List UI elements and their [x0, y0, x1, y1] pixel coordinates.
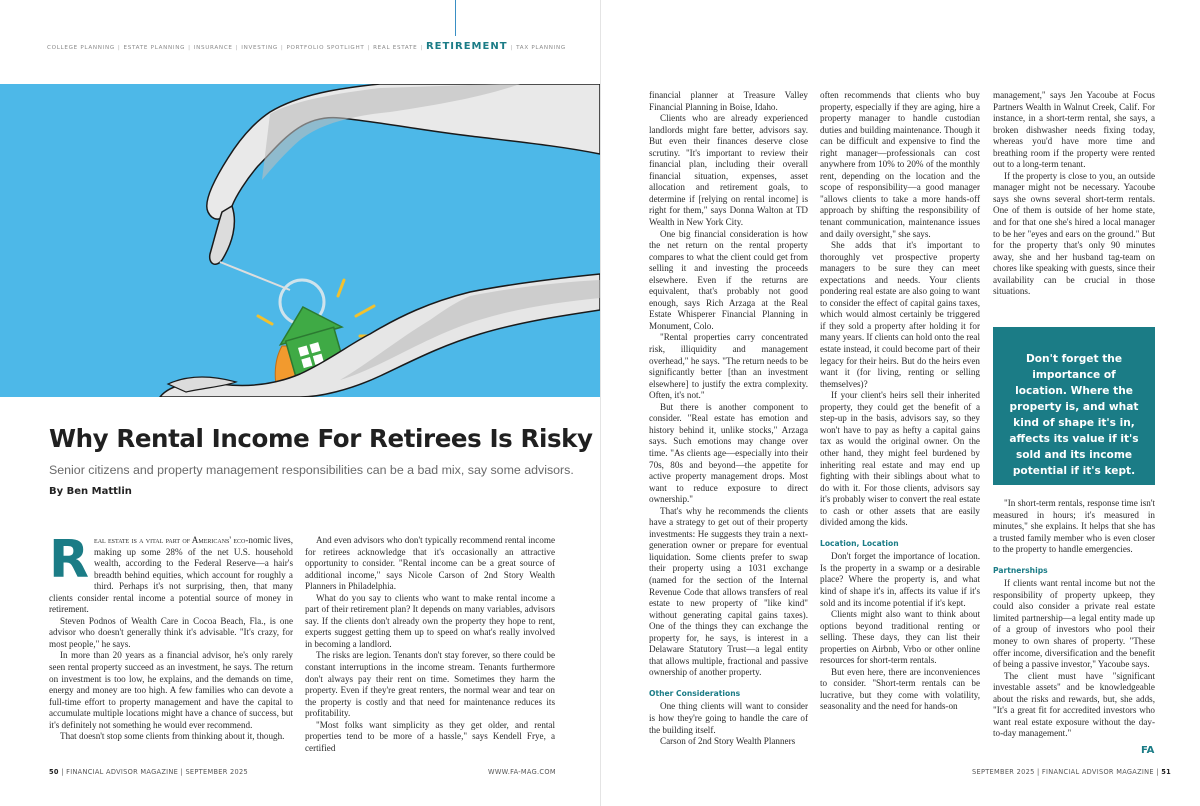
footer-right: SEPTEMBER 2025 | FINANCIAL ADVISOR MAGAZINE | 51	[972, 768, 1171, 776]
paragraph: One big financial consideration is how the net return on the rental property compares to what the client could get from selling it and investing the proceeds elsewhere. Even if the returns are equivalent, that's probably not good enough, says Rich Arzaga at the Real Estate Whisperer Financial Planning in Monument, Colo.	[649, 228, 808, 331]
article-column-3	[649, 90, 808, 748]
end-mark: FA	[1141, 745, 1155, 756]
paragraph: What do you say to clients who want to make rental income a part of their retirement plan? It depends on many variables, advisors say. If the clients don't already own the property they hope to rent, experts suggest getting them up to speed on what's really involved in becoming a landlord.	[305, 592, 555, 649]
paragraph: often recommends that clients who buy property, especially if they are aging, hire a property manager to handle custodian duties and building maintenance. Though it can be difficult and expensive to find the right manager—professionals can cost anywhere from 10% to 20% of the monthly rent, depending on the location and the scope of responsibility—a good manager "allows clients to take a more hands-off approach by shifting the responsibility of tenant communication, maintenance issues and daily oversight," she says.	[820, 90, 980, 239]
paragraph: "Most folks want simplicity as they get older, and rental properties tend to be more of a hassle," says Kendell Frye, a certified	[305, 719, 555, 753]
paragraph: financial planner at Treasure Valley Financial Planning in Boise, Idaho.	[649, 90, 808, 112]
lead-paragraph	[49, 530, 294, 616]
column-5-paragraphs-mid	[993, 498, 1155, 556]
column-1-paragraphs	[49, 616, 293, 743]
paragraph: She adds that it's important to thoroughly vet prospective property managers to be sure they can meet expectations and needs. Your clients pondering real estate are also going to want to consider the effect of capital gains taxes, which would almost certainly be triggered if they sold a property after holding it for many years. If clients can hold onto the real estate instead, it could become part of their legacy for their heirs. But do the heirs even want it (for living, renting or selling themselves)?	[820, 240, 980, 389]
column-3-paragraphs	[649, 90, 808, 679]
article-column-4	[820, 90, 980, 713]
section-link-investing[interactable]: INVESTING	[241, 45, 278, 51]
paragraph: Carson of 2nd Story Wealth Planners	[660, 736, 796, 747]
section-link-tax-planning[interactable]: TAX PLANNING	[516, 45, 566, 51]
paragraph: In more than 20 years as a financial advisor, he's only rarely seen rental property succeed as an investment, he says. The return on investment is too low, he explains, and the demands on time, energy and money are too high. A few families who can devote a full-time effort to property management and have the capital to accumulate multiple locations might have a chance of success, but it's definitely not something he would ever recommend.	[49, 650, 293, 730]
left-magazine-name: FINANCIAL ADVISOR MAGAZINE	[66, 768, 179, 776]
footer-left: 50 | FINANCIAL ADVISOR MAGAZINE | SEPTEMBER 2025	[49, 768, 248, 776]
hands-house-key-illustration	[0, 84, 600, 397]
footer-url[interactable]: WWW.FA-MAG.COM	[488, 768, 556, 776]
section-separator: |	[367, 45, 371, 51]
right-issue-date: SEPTEMBER 2025	[972, 768, 1035, 776]
lead-caps: eal estate is a vital part of Americans' eco-	[94, 535, 249, 545]
paragraph: "In short-term rentals, response time isn't measured in hours; it's measured in minutes," she explains. It helps that she has a trusted family member who is even closer to the property to handle emergencies.	[993, 498, 1155, 555]
article-column-5-bottom	[993, 498, 1155, 740]
paragraph: But even here, there are inconveniences to consider. "Short-term rentals can be lucrative, but they come with volatility, seasonality and the need for hands-on	[820, 666, 980, 712]
left-issue-date: SEPTEMBER 2025	[185, 768, 248, 776]
paragraph: "Rental properties carry concentrated risk, illiquidity and management overhead," he says. "The return needs to be significantly better [than an investment elsewhere] to justify the extra complexity. Often, it's not."	[649, 332, 808, 401]
section-link-real-estate[interactable]: REAL ESTATE	[373, 45, 418, 51]
section-link-college-planning[interactable]: COLLEGE PLANNING	[47, 45, 115, 51]
section-separator: |	[510, 45, 514, 51]
section-separator: |	[117, 45, 121, 51]
paragraph: Don't forget the importance of location. Is the property in a swamp or a desirable place? Where the property is, and what kind of shape it's in, affects its value if it's sold and its income potential if it's kept.	[820, 551, 980, 608]
subhead-location: Location, Location	[820, 538, 899, 548]
paragraph: If your client's heirs sell their inherited property, they could get the benefit of a step-up in the basis, advisors say, so they won't have to pay as hefty a capital gains tax as would the original owner. On the other hand, they might feel burdened by inheriting real estate and may end up fighting with their siblings about what to do with it. For those clients, advisors say it's probably wiser to convert the real estate to cash or other assets that are easily divided among the kids.	[820, 390, 980, 528]
subhead-partnerships: Partnerships	[993, 565, 1048, 575]
column-5-paragraphs-bottom	[993, 578, 1155, 740]
section-separator: |	[188, 45, 191, 51]
page-top-tick	[455, 0, 456, 36]
paragraph: The client must have "significant investable assets" and be knowledgeable about the risks and rewards, but, she adds, "It's a great fit for accredited investors who want real estate exposure without the day-to-day management."	[993, 670, 1155, 739]
column-5-paragraphs	[993, 90, 1155, 298]
section-link-retirement[interactable]: RETIREMENT	[425, 41, 508, 52]
right-magazine-name: FINANCIAL ADVISOR MAGAZINE	[1041, 768, 1154, 776]
subhead-other-considerations: Other Considerations	[649, 688, 741, 698]
section-separator: |	[420, 45, 423, 51]
article-deck: Senior citizens and property management responsibilities can be a bad mix, say some advisors.	[49, 463, 574, 477]
paragraph: Steven Podnos of Wealth Care in Cocoa Beach, Fla., is one advisor who doesn't generally think it's advisable. "It's crazy, for most people," he says.	[49, 615, 293, 649]
paragraph: That's why he recommends the clients have a strategy to get out of their property investments: He suggests they train a next-generation owner or prepare for eventual liquidation. Some clients prefer to swap their property using a 1031 exchange (named for the section of the Internal Revenue Code that allows transfers of real estate to new property of "like kind" without generating capital gains taxes). One of the things they can exchange the property for, he says, is interest in a Delaware Statutory Trust—a legal entity that allows multiple, fractional and passive ownership of another property.	[649, 505, 808, 678]
column-2-paragraphs	[305, 535, 555, 754]
article-headline: Why Rental Income For Retirees Is Risky	[49, 424, 593, 453]
spread-spine	[600, 0, 601, 806]
pull-quote: Don't forget the importance of location. Where the property is, and what kind of shape it's in, affects its value if it's sold and its income potential if it's kept.	[993, 327, 1155, 485]
section-link-portfolio-spotlight[interactable]: PORTFOLIO SPOTLIGHT	[286, 45, 365, 51]
paragraph: The risks are legion. Tenants don't stay forever, so there could be constant interruptions in the income stream. Tenants furthermore don't always pay their rent on time. Sometimes they harm the property. Even if they're great renters, the normal wear and tear on the property is costly and that need for maintenance reduces its profitability.	[305, 650, 555, 719]
paragraph: management," says Jen Yacoube at Focus Partners Wealth in Walnut Creek, Calif. For instance, in a short-term rental, she says, a broken dishwasher needs fixing today, whereas you'd have more time and breathing room if the property were rented out to a long-term tenant.	[993, 90, 1155, 170]
column-4-paragraphs-bottom	[820, 551, 980, 713]
lead-rest: nomic lives, making up some 28% of the net U.S. household wealth, according to the Federal Reserve—a hair's breadth behind equities, which account for roughly a third. Perhaps it's not surprising, then, that many clients consider rental income a potential source of money in retirement.	[49, 535, 294, 615]
paragraph: If the property is close to you, an outside manager might not be necessary. Yacoube says she owns several short-term rentals. One of them is outside of her home state, and for that one she's hired a local manager to be her "eyes and ears on the ground." But for the property that's only 90 minutes away, she and her husband tag-team on chores like speaking with guests, since their availability can be crucial in those situations.	[993, 170, 1155, 297]
right-page-number: 51	[1161, 768, 1171, 776]
section-separator: |	[280, 45, 284, 51]
section-link-insurance[interactable]: INSURANCE	[193, 45, 233, 51]
paragraph: Clients might also want to think about options beyond traditional renting or selling. These days, they can list their properties on Airbnb, Vrbo or other online resources for short-term rentals.	[820, 609, 980, 666]
section-link-estate-planning[interactable]: ESTATE PLANNING	[123, 45, 186, 51]
hero-illustration	[0, 84, 600, 397]
article-column-1	[49, 530, 294, 743]
paragraph: But there is another component to consider. "Real estate has emotion and history behind it, unlike stocks," Arzaga says. Such emotions may change over time. "As clients age—especially into their 70s, 80s and beyond—the appetite for active property management drops. Most want to reduce exposure to direct ownership."	[649, 401, 808, 505]
left-page-number: 50	[49, 768, 59, 776]
article-byline: By Ben Mattlin	[49, 486, 132, 497]
paragraph: Clients who are already experienced landlords might fare better, advisors say. But even their finances deserve close scrutiny. "It's important to review their financial plan, including their overall financial situation, expenses, asset allocation and retirement goals, to determine if [relying on rental income] is right for them," says Donna Walton at TD Wealth in New York City.	[649, 113, 808, 228]
paragraph: One thing clients will want to consider is how they're going to handle the care of the building itself.	[649, 701, 808, 735]
section-separator: |	[235, 45, 239, 51]
article-column-2	[305, 535, 555, 754]
drop-cap: R	[49, 530, 90, 590]
column-4-paragraphs	[820, 90, 980, 529]
paragraph: That doesn't stop some clients from thinking about it, though.	[60, 731, 285, 742]
article-column-5-top	[993, 90, 1155, 298]
column-3-paragraphs-bottom	[649, 701, 808, 747]
paragraph: If clients want rental income but not the responsibility of property upkeep, they could also consider a private real estate limited partnership—a legal entity made up of a group of investors who pool their money to own shares of property. "These offer income, diversification and the benefit of being a passive investor," Yacoube says.	[993, 578, 1155, 670]
section-nav	[47, 41, 566, 52]
paragraph: And even advisors who don't typically recommend rental income for retirees acknowledge that it's occasionally an attractive opportunity to consider. "Rental income can be a great source of additional income," says Nicole Carson of 2nd Story Wealth Planners in Philadelphia.	[305, 535, 555, 592]
